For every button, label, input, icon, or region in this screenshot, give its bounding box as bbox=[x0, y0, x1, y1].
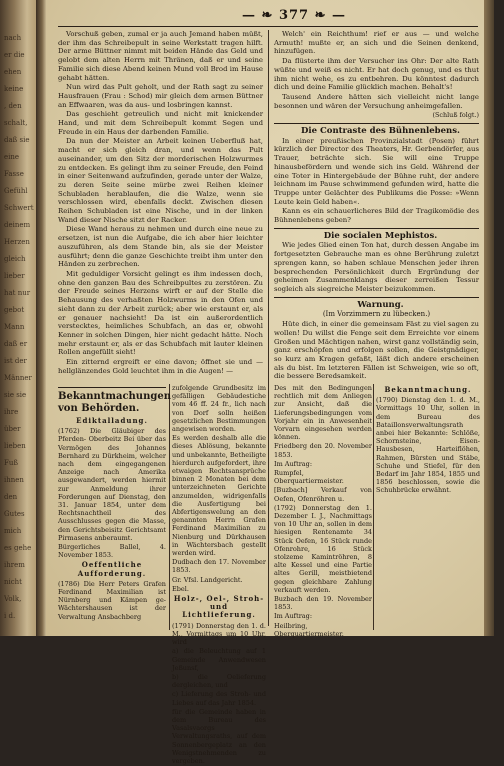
paragraph: In einer preußischen Provinzialstadt (Posen) führt kürzlich der Director des Theaters, Hr. Gerbendörfer, aus Trauer, beträchte sich. Sie will eine Truppe hinausbefördern und wende sich ins Geld. Während der eine Toter in Hintergebäude der Bühne ruht, der andere leichnam im Pause schwimmend gefunden wird, hatte die Truppe unter Gelächter des Publikums die Posse: »Wenn Leute kein Geld haben«. bbox=[274, 136, 479, 206]
notice-heading: Ediktalladung. bbox=[76, 416, 148, 425]
paragraph: Welch' ein Reichthum! rief er aus — und welche Armuth! mußte er, an sich und die Seinen denkend, hinzufügen. bbox=[274, 30, 479, 56]
notice-text: Es werden deshalb alle die dieses Ablösung, bekannte und unbekannte, Betheiligte hierdurch aufgefordert, ihre etwaigen Rechtsansprüche binnen 2 Monaten bei dem unterzeichneten Gerichte anzumelden, widrigenfalls die Ausfertigung bei Abfertigenswelung an den genannten Herrn Grafen Ferdinand Maximilian zu Nienburg und Dürkhausen in Wächtersbach gestellt werden wird. bbox=[172, 434, 266, 558]
paragraph: Da nun der Meister an Arbeit keinen Ueberfluß hat, macht er sich gleich dran, und wenn das Pult auseinander, um den Sitz der morderischen Holzwurmes zu entdecken. Es gelingt ihm zu seiner Freude, den Feind in einer Seitenwand aufzufinden, gerade unter der Walze, zu deren Seite seine mürbe zwei Reihen kleiner Schubladen herablaufen, die die Walze, wenn sie verschlossen wird, ebenfalls deckt. Zwischen diesen Reihen Schubladen ist eine Nische, und in der linken Wand dieser Nische sitzt der Racker. bbox=[58, 137, 263, 224]
notice-text: für die Gemeinde haben in dem Bureau des Vasalsvaorgs Verwaltungsraths, auf dem Sonnenbergeplatz an den Wenigstnehmenden zu vergeben. bbox=[172, 707, 266, 765]
left-page-fragment: ihnen bbox=[4, 476, 24, 484]
left-page-fragment: , den bbox=[4, 102, 22, 110]
notice-text: Bürgerliches Ballel, 4. November 1853. bbox=[58, 543, 166, 560]
paragraph: Ein zitternd ergreift er eine davon; öffnet sie und — hellglänzendes Gold leuchtet ihm in die Augen! — bbox=[58, 358, 263, 375]
left-page-fragment: hat nur bbox=[4, 289, 31, 297]
section-subtitle: (Im Vorzimmern zu lübecken.) bbox=[322, 310, 431, 319]
notices-rule bbox=[58, 387, 166, 388]
left-column bbox=[58, 30, 263, 376]
paragraph: Nun wird das Pult geholt, und der Rath sagt zu seiner Hausfrauen (Frau : Schod) mir gleich dem armen Büttner an Effwaaren, was da aus- und losbringen kannst. bbox=[58, 83, 263, 109]
notice-text: [Buzbach] Verkauf von Oefen, Ofenröhren u. bbox=[274, 486, 372, 503]
notice-heading: Holz-, Oel-, Stroh- und Lichtlieferung. bbox=[173, 594, 265, 620]
notice-text: Rumpfel, Oberquartiermeister. bbox=[274, 469, 344, 486]
notices-column-1 bbox=[58, 384, 171, 622]
notice-text: (1790) Dienstag den 1. d. M., Vormittags 10 Uhr, sollen in dem Bureau des Bataillonsverwaltungsrath anbei hier Bekannte: Schlöße, Schornsteine, Eisen-Hausbesen, Harteiflöhen, Rahmen, Bürsten und Stäbe, Schuhe und Stiefel, für den Bedarf im Jahr 1854, 1855 und 1856 beschlossen, sowie die Schuhbrücke erwähnt. bbox=[376, 396, 480, 495]
paragraph: Mit geduldiger Vorsicht gelingt es ihm indessen doch, ohne den ganzen Bau des Schreibpultes zu zerstören. Zu der Freude seines Herzens wirft er auf der Stelle die Behausung des verhaßten Holzwurms in den Ofen und sieht dann zu der Arbeit zurück; aber wie erstaunt er, als er genauer nachsieht! Da ist ein außerordentlich verstecktes, heimliches Schubfach, an das er, obwohl Kenner in solchen Dingen, hier nicht gedacht hätte. Noch mehr erstaunt er, als er das Schubfach mit lauter kleinen Rollen angefüllt sieht! bbox=[58, 269, 263, 357]
left-page-fragment: Fasse bbox=[4, 170, 24, 178]
notice-heading: Bekanntmachung. bbox=[384, 385, 472, 394]
left-page-fragment: gleich bbox=[4, 255, 26, 263]
left-page-fragment: schalt, bbox=[4, 119, 28, 127]
notice-text: Des mit den Bedingungen rechtlich mit dem Anliegen zur Ansicht, daß die Lieferungsbedingungen vom Vorjahr ein in Anwesenheit Vorvarn eingesehen werden können. bbox=[274, 384, 372, 442]
paragraph: Diese Wand heraus zu nehmen und durch eine neue zu ersetzen, ist nun die Aufgabe, die ich aber hier leichter auszuführen, als dem Stande bin, als sie der Meister ausführt; denn die ganze Geschichte treibt ihm unter den Händen zu zerbrechen. bbox=[58, 225, 263, 269]
left-page-fragment: Männer bbox=[4, 374, 32, 382]
notices-title: Bekanntmachungen von Behörden. bbox=[58, 391, 171, 414]
newspaper-page bbox=[46, 0, 494, 765]
left-page-fragment: lieber bbox=[4, 272, 25, 280]
notice-text: Heilbring, Oberquartiermeister. bbox=[274, 621, 344, 638]
notice-text: Im Auftrag: bbox=[274, 612, 313, 621]
page-header bbox=[46, 6, 494, 28]
left-page-fragment: Schwert bbox=[4, 204, 34, 212]
notice-text: Dudbach den 17. November 1853. bbox=[172, 558, 266, 575]
header-rule bbox=[58, 26, 478, 27]
left-page-fragment: mich bbox=[4, 527, 22, 535]
left-page-fragment: i d. bbox=[4, 612, 16, 620]
paragraph: Tausend Andere hätten sich vielleicht nicht lange besonnen und wären der Versuchung anheimgefallen. bbox=[274, 92, 479, 110]
left-page-fragment: Gefühl bbox=[4, 187, 28, 195]
paragraph: Das geschieht getreulich und nicht mit knickender Hand, und mit dem Schreibepult kommt Segen und Freude in ein Haus der darbenden Familie. bbox=[58, 110, 263, 136]
notices-column-3 bbox=[274, 384, 372, 639]
right-column bbox=[274, 30, 479, 382]
section-title-contraste: Die Contraste des Bühnenlebens. bbox=[301, 126, 460, 137]
section-rule bbox=[274, 297, 479, 298]
paragraph: Wie jedes Glied einen Ton hat, durch dessen Angabe im fortgesetzten Gebrauche man es ohne Berührung zuletzt sprengen kann, so haben schlaue Menschen jeder ihren besprechenden Persönlichkeit durch Ergründung der geheimen Zusammenklangs dieser zerreißen Tessur sogleich als siegreiche Meister beizukommen. bbox=[274, 241, 479, 293]
left-page-edge bbox=[0, 0, 36, 636]
left-page-fragment: es gehe bbox=[4, 544, 32, 552]
notices-column-2 bbox=[172, 384, 266, 766]
left-page-fragment: den bbox=[4, 493, 18, 501]
left-page-fragment: Fuß bbox=[4, 459, 19, 467]
section-rule bbox=[274, 123, 479, 124]
paragraph: Vorschuß geben, zumal er ja auch Jemand haben müßt, der ihm das Schreibepult in seine Werkstatt tragen hilft. Der arme Büttner nimmt mit beiden Hände das Geld und gelobt dem alten Herrn mit Thränen, daß er und seine Familie sich diese Abend keinen Mund voll Brod im Hause gehabt hätten. bbox=[58, 30, 263, 82]
page-number-value: 377 bbox=[278, 8, 310, 23]
left-page-fragment: daß sie bbox=[4, 136, 30, 144]
section-title-mephistos: Die socialen Mephistos. bbox=[323, 230, 438, 241]
left-page-fragment: ist der bbox=[4, 357, 27, 365]
paragraph: Kann es ein schauerlicheres Bild der Tragikomödie des Bühnenlebens geben? bbox=[274, 207, 479, 225]
page-number: — ❧ 377 ❧ — bbox=[242, 8, 347, 23]
notice-text: Friedberg den 20. November 1853. bbox=[274, 442, 372, 459]
left-page-fragment: daß er bbox=[4, 340, 28, 348]
book-gutter bbox=[36, 0, 46, 636]
left-page-fragment: gebot bbox=[4, 306, 25, 314]
left-page-fragment: deinem bbox=[4, 221, 31, 229]
left-page-fragment: Herzen bbox=[4, 238, 30, 246]
notice-text: Ebel. bbox=[172, 584, 189, 593]
left-page-fragment: eine bbox=[4, 153, 20, 161]
notice-heading: Oeffentliche Aufforderung. bbox=[77, 560, 147, 578]
column-divider bbox=[268, 30, 269, 626]
continued-note: (Schluß folgt.) bbox=[432, 111, 479, 120]
column-divider bbox=[169, 384, 170, 630]
left-page-fragment: nach bbox=[4, 34, 22, 42]
left-page-fragment: keine bbox=[4, 85, 24, 93]
left-page-fragment: ihrem bbox=[4, 561, 25, 569]
left-page-fragment: sie sie bbox=[4, 391, 27, 399]
page-edge-shadow bbox=[484, 0, 494, 636]
notice-text: (1792) Donnerstag den 1. Dezember I. J., Nachmittags von 10 Uhr an, sollen in dem hiesigen Rentenamte 34 Stück Oefen, 16 Stück runde Ofenrohre, 16 Stück stolzeme Kamintröhren, 8 alte Kessel und eine Partie altes Gerill, meistbietend gegen gleichbare Zahlung verkauft werden. bbox=[274, 503, 372, 594]
left-page-fragment: Gutes bbox=[4, 510, 25, 518]
left-page-fragment: ihre bbox=[4, 408, 19, 416]
notice-text: Buzbach den 19. November 1853. bbox=[274, 595, 372, 612]
left-page-fragment: er die bbox=[4, 51, 25, 59]
notice-text: (1791) Donnerstag den 1. d. M., Vormittags um 10 Uhr, wird bbox=[172, 621, 266, 647]
notice-text: b) die Oelieferung dergleichen, und bbox=[172, 672, 266, 690]
notice-text: (1762) Die Gläubiger des Pferden- Oberbeitz Bei über das Vermögen des Johannes Bernhard zu Dürkheim, welcher nach dem eingegangenen Anzeige nach Amerika ausgewandert, werden hiermit zur Anmeldung ihrer Forderungen auf Dienstag, den 31. Januar 1854, unter dem Rechtsnachtheil des Ausschlusses gegen die Masse, den Gerichtsbeisitz Gerichtsamt Pirmasens anberaumt. bbox=[58, 427, 166, 542]
left-page-fragment: über bbox=[4, 425, 21, 433]
notices-column-4 bbox=[376, 384, 480, 496]
column-divider bbox=[373, 384, 374, 630]
left-page-fragment: Volk, bbox=[4, 595, 22, 603]
left-page-fragment: lieben bbox=[4, 442, 26, 450]
paragraph: Hüte dich, in einer die gemeinsam Fäst zu viel sagen zu wollen! Du willst die Fenge seit dem Erreichte vor einem Großen und Mächtigen nahen, wirst ganz vollständig sein, ganz erschöpfen und erfolgen sollen, die Geistgnädiger, so kurz am Kragen gefaßt, läßt dich andere erscheinen als du bist. Im letzteren Fällen ist Schweigen, wie so oft, die bessere Beredsamkeit. bbox=[274, 320, 479, 381]
notice-text: (1786) Die Herr Peters Grafen Ferdinand Maximilian ist Nürnberg und Kämpen ge- Wächtershausen ist der Verwaltung Ansbachberg bbox=[58, 579, 166, 621]
section-title-warnung: Warnung. bbox=[357, 299, 404, 310]
section-rule bbox=[274, 228, 479, 229]
left-page-fragment: nicht bbox=[4, 578, 22, 586]
left-page-fragment: ehen bbox=[4, 68, 22, 76]
left-page-fragment: Mann bbox=[4, 323, 25, 331]
notice-text: Im Auftrag: bbox=[274, 459, 313, 468]
notice-text: Gr. Vfsl. Landgericht. bbox=[172, 575, 243, 584]
notice-text: zufolgende Grundbesitz im gefälligen Gebäudestiche vom 46 ff. 24 fr., lich nach von Dorf solln heißen gesetzlichen Bestimmungen angewisen worden. bbox=[172, 384, 266, 434]
notice-text: c) Lieferung des Stroh- und Liebes auf das Jahr 1854. bbox=[172, 690, 266, 707]
paragraph: Da flüsterte ihm der Versucher ins Ohr: Der alte Rath wüßte und weiß es nicht. Er hat doch genug, und es thut ihm nicht wehe, es zu entbehren. Du könntest dadurch dich und deine Familie glücklich machen. Behalt's! bbox=[274, 57, 479, 92]
notice-text: a) die Beleuchtung auf 1 Gemeinde Anwendwesen Jeßunsf, bbox=[172, 647, 266, 672]
